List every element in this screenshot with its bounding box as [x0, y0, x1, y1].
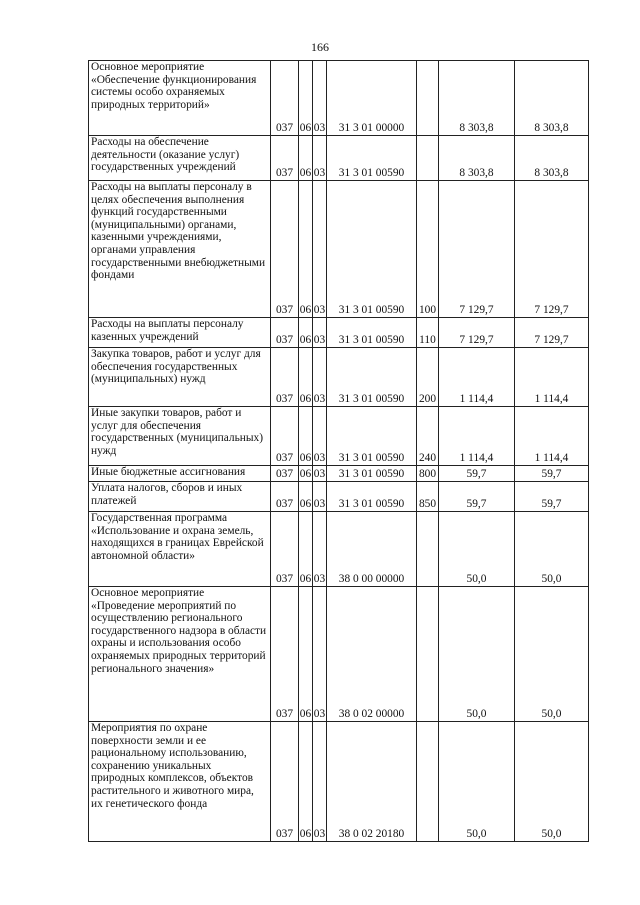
target-code: 31 3 01 00590 [327, 407, 417, 466]
target-code: 31 3 01 00590 [327, 181, 417, 318]
amount-1: 59,7 [439, 482, 515, 512]
amount-2: 8 303,8 [515, 136, 589, 181]
table-row [89, 466, 589, 482]
subsection-code: 03 [313, 348, 327, 407]
amount-2: 7 129,7 [515, 181, 589, 318]
table-row [89, 318, 589, 348]
amount-1: 7 129,7 [439, 181, 515, 318]
amount-1: 59,7 [439, 466, 515, 482]
section-code: 06 [299, 181, 313, 318]
row-name: Мероприятия по охране поверхности земли и ее рациональному использованию, сохранению уникальных природных комплексов, объектов растительного и животного мира, их генетического фонда [89, 722, 271, 842]
target-code: 31 3 01 00590 [327, 482, 417, 512]
expense-type-code: 800 [417, 466, 439, 482]
amount-2: 59,7 [515, 466, 589, 482]
table-row [89, 482, 589, 512]
budget-table [88, 60, 589, 842]
amount-2: 1 114,4 [515, 407, 589, 466]
ministry-code: 037 [271, 722, 299, 842]
ministry-code: 037 [271, 482, 299, 512]
subsection-code: 03 [313, 466, 327, 482]
target-code: 31 3 01 00590 [327, 348, 417, 407]
row-name: Иные закупки товаров, работ и услуг для обеспечения государственных (муниципальных) нужд [89, 407, 271, 466]
row-name: Расходы на обеспечение деятельности (оказание услуг) государственных учреждений [89, 136, 271, 181]
expense-type-code: 240 [417, 407, 439, 466]
target-code: 31 3 01 00590 [327, 136, 417, 181]
amount-2: 1 114,4 [515, 348, 589, 407]
row-name: Расходы на выплаты персоналу казенных учреждений [89, 318, 271, 348]
row-name: Иные бюджетные ассигнования [89, 466, 271, 482]
ministry-code: 037 [271, 318, 299, 348]
ministry-code: 037 [271, 407, 299, 466]
target-code: 31 3 01 00000 [327, 61, 417, 136]
target-code: 31 3 01 00590 [327, 466, 417, 482]
section-code: 06 [299, 482, 313, 512]
row-name: Основное мероприятие «Проведение мероприятий по осуществлению регионального государственного надзора в области охраны и использования особо охраняемых природных территорий регионального значения» [89, 587, 271, 722]
ministry-code: 037 [271, 466, 299, 482]
amount-2: 50,0 [515, 722, 589, 842]
expense-type-code: 200 [417, 348, 439, 407]
amount-2: 7 129,7 [515, 318, 589, 348]
table-row [89, 407, 589, 466]
ministry-code: 037 [271, 512, 299, 587]
ministry-code: 037 [271, 348, 299, 407]
expense-type-code [417, 722, 439, 842]
subsection-code: 03 [313, 512, 327, 587]
row-name: Закупка товаров, работ и услуг для обеспечения государственных (муниципальных) нужд [89, 348, 271, 407]
amount-2: 50,0 [515, 587, 589, 722]
table-row [89, 348, 589, 407]
section-code: 06 [299, 512, 313, 587]
section-code: 06 [299, 722, 313, 842]
subsection-code: 03 [313, 136, 327, 181]
expense-type-code: 850 [417, 482, 439, 512]
ministry-code: 037 [271, 136, 299, 181]
amount-1: 1 114,4 [439, 348, 515, 407]
row-name: Уплата налогов, сборов и иных платежей [89, 482, 271, 512]
target-code: 31 3 01 00590 [327, 318, 417, 348]
amount-1: 1 114,4 [439, 407, 515, 466]
amount-1: 50,0 [439, 512, 515, 587]
amount-1: 8 303,8 [439, 136, 515, 181]
section-code: 06 [299, 587, 313, 722]
subsection-code: 03 [313, 407, 327, 466]
expense-type-code [417, 587, 439, 722]
table-row [89, 512, 589, 587]
amount-2: 59,7 [515, 482, 589, 512]
subsection-code: 03 [313, 587, 327, 722]
expense-type-code [417, 61, 439, 136]
table-row [89, 136, 589, 181]
row-name: Государственная программа «Использование и охрана земель, находящихся в границах Еврейской автономной области» [89, 512, 271, 587]
amount-1: 8 303,8 [439, 61, 515, 136]
ministry-code: 037 [271, 587, 299, 722]
table-row [89, 722, 589, 842]
table-row [89, 181, 589, 318]
section-code: 06 [299, 466, 313, 482]
ministry-code: 037 [271, 181, 299, 318]
expense-type-code [417, 136, 439, 181]
ministry-code: 037 [271, 61, 299, 136]
section-code: 06 [299, 407, 313, 466]
expense-type-code: 100 [417, 181, 439, 318]
amount-1: 50,0 [439, 722, 515, 842]
subsection-code: 03 [313, 722, 327, 842]
section-code: 06 [299, 61, 313, 136]
section-code: 06 [299, 348, 313, 407]
subsection-code: 03 [313, 318, 327, 348]
target-code: 38 0 02 20180 [327, 722, 417, 842]
amount-2: 50,0 [515, 512, 589, 587]
target-code: 38 0 02 00000 [327, 587, 417, 722]
subsection-code: 03 [313, 482, 327, 512]
amount-1: 50,0 [439, 587, 515, 722]
table-row [89, 61, 589, 136]
amount-2: 8 303,8 [515, 61, 589, 136]
subsection-code: 03 [313, 181, 327, 318]
table-row [89, 587, 589, 722]
section-code: 06 [299, 318, 313, 348]
row-name: Расходы на выплаты персоналу в целях обеспечения выполнения функций государственными (муниципальными) органами, казенными учреждениями, органами управления государственными внебюджетными фондами [89, 181, 271, 318]
expense-type-code: 110 [417, 318, 439, 348]
section-code: 06 [299, 136, 313, 181]
subsection-code: 03 [313, 61, 327, 136]
page-number: 166 [311, 40, 329, 54]
row-name: Основное мероприятие «Обеспечение функционирования системы особо охраняемых природных территорий» [89, 61, 271, 136]
amount-1: 7 129,7 [439, 318, 515, 348]
expense-type-code [417, 512, 439, 587]
target-code: 38 0 00 00000 [327, 512, 417, 587]
